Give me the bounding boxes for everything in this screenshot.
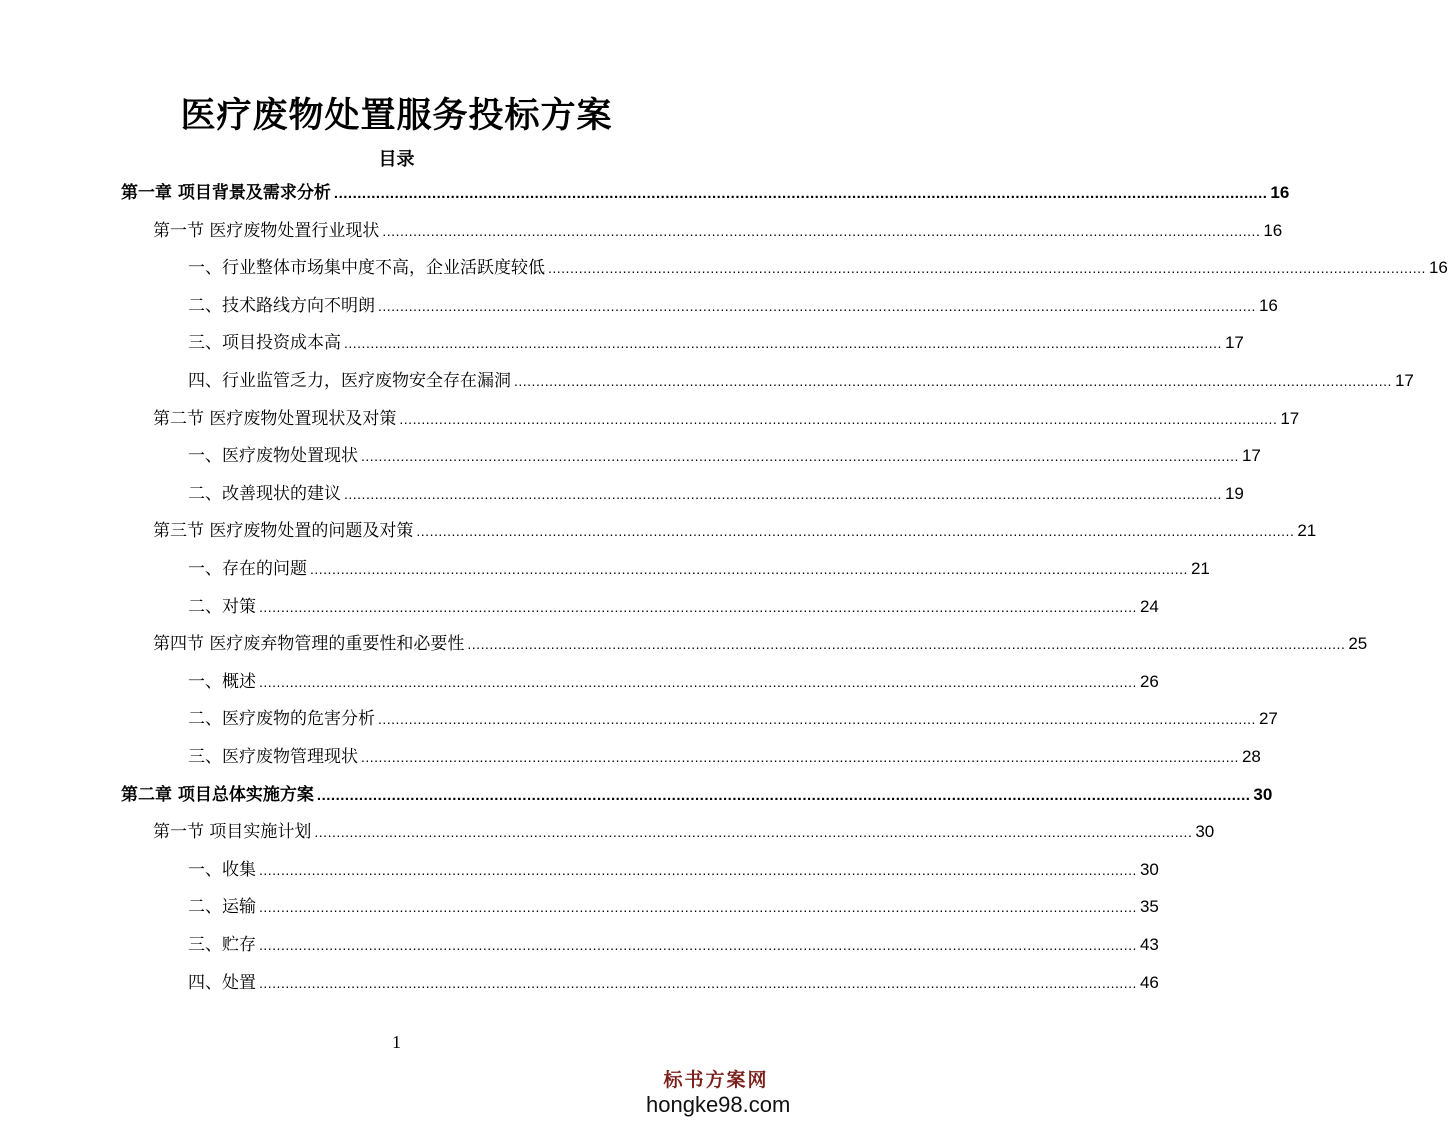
toc-entry[interactable] bbox=[188, 964, 1159, 1001]
toc-leader-dots: ........................................................................................................................................................................................................ bbox=[378, 297, 1256, 314]
toc-entry-label: 二、对策 bbox=[188, 596, 256, 617]
watermark-chinese-text: 标书方案网 bbox=[663, 1069, 769, 1091]
toc-entry[interactable] bbox=[153, 512, 1317, 549]
toc-leader-dots: ........................................................................................................................................................................................................ bbox=[361, 749, 1239, 765]
toc-leader-dots: ........................................................................................................................................................................................................ bbox=[259, 598, 1137, 615]
toc-entry-label: 第三节 医疗废物处置的问题及对策 bbox=[153, 521, 414, 542]
toc-entry-page-number: 16 bbox=[1258, 295, 1278, 315]
toc-entry-page-number: 46 bbox=[1139, 972, 1159, 992]
toc-entry[interactable] bbox=[188, 851, 1159, 888]
page-number: 1 bbox=[392, 1032, 401, 1052]
toc-entry-label: 三、项目投资成本高 bbox=[188, 333, 341, 354]
toc-leader-dots: ........................................................................................................................................................................................................ bbox=[259, 861, 1137, 878]
toc-leader-dots: ........................................................................................................................................................................................................ bbox=[382, 222, 1261, 239]
toc-entry-label: 第一节 医疗废物处置行业现状 bbox=[153, 220, 380, 241]
toc-entry[interactable] bbox=[153, 400, 1300, 437]
toc-leader-dots: ........................................................................................................................................................................................................ bbox=[314, 824, 1193, 841]
toc-entry-page-number: 16 bbox=[1263, 220, 1283, 240]
toc-leader-dots: ........................................................................................................................................................................................................ bbox=[399, 410, 1278, 427]
toc-entry-label: 一、行业整体市场集中度不高，企业活跃度较低 bbox=[188, 258, 545, 279]
toc-heading: 目录 bbox=[378, 149, 415, 170]
toc-entry-page-number: 27 bbox=[1258, 709, 1278, 729]
watermark-logo bbox=[646, 1068, 791, 1118]
toc-entry[interactable] bbox=[153, 212, 1283, 249]
toc-leader-dots: ........................................................................................................................................................................................................ bbox=[259, 899, 1137, 916]
toc-leader-dots: ........................................................................................................................................................................................................ bbox=[259, 974, 1137, 991]
toc-entry[interactable] bbox=[188, 888, 1159, 925]
toc-entry-label: 第四节 医疗废弃物管理的重要性和必要性 bbox=[153, 634, 465, 655]
toc-entry-label: 一、医疗废物处置现状 bbox=[188, 446, 358, 467]
toc-entry[interactable] bbox=[188, 663, 1159, 700]
toc-entry-page-number: 17 bbox=[1280, 408, 1300, 428]
toc-entry-page-number: 16 bbox=[1270, 183, 1290, 202]
toc-entry[interactable] bbox=[188, 926, 1159, 963]
toc-entry-label: 二、改善现状的建议 bbox=[188, 483, 341, 504]
toc-entry-label: 一、收集 bbox=[188, 859, 256, 880]
toc-entry[interactable] bbox=[188, 588, 1159, 625]
toc-entry-label: 四、处置 bbox=[188, 972, 256, 993]
toc-entry-page-number: 24 bbox=[1139, 596, 1159, 616]
toc-leader-dots: ........................................................................................................................................................................................................ bbox=[310, 561, 1188, 577]
toc-entry[interactable] bbox=[188, 437, 1261, 474]
toc-entry-page-number: 30 bbox=[1139, 859, 1159, 879]
toc-leader-dots: ........................................................................................................................................................................................................ bbox=[316, 786, 1251, 804]
toc-entry-page-number: 21 bbox=[1297, 521, 1317, 541]
toc-entry-label: 二、运输 bbox=[188, 897, 256, 918]
toc-entry-label: 二、医疗废物的危害分析 bbox=[188, 709, 375, 730]
toc-entry-page-number: 43 bbox=[1139, 935, 1159, 954]
toc-entry[interactable] bbox=[188, 287, 1278, 324]
toc-leader-dots: ........................................................................................................................................................................................................ bbox=[344, 485, 1222, 502]
toc-entry[interactable] bbox=[121, 174, 1290, 211]
toc-entry-label: 一、概述 bbox=[188, 671, 256, 692]
toc-entry-label: 三、医疗废物管理现状 bbox=[188, 747, 358, 767]
toc-entry-page-number: 21 bbox=[1190, 559, 1210, 578]
toc-entry-page-number: 25 bbox=[1348, 634, 1368, 654]
toc-entry-label: 二、技术路线方向不明朗 bbox=[188, 295, 375, 316]
toc-entry[interactable] bbox=[153, 625, 1368, 662]
toc-entry-page-number: 19 bbox=[1224, 483, 1244, 503]
toc-entry[interactable] bbox=[188, 550, 1210, 587]
toc-leader-dots: ........................................................................................................................................................................................................ bbox=[548, 260, 1426, 277]
document-title: 医疗废物处置服务投标方案 bbox=[180, 95, 613, 136]
toc-leader-dots: ........................................................................................................................................................................................................ bbox=[333, 185, 1268, 202]
toc-entry[interactable] bbox=[188, 738, 1261, 775]
toc-leader-dots: ........................................................................................................................................................................................................ bbox=[361, 448, 1239, 465]
watermark-domain-text: hongke98.com bbox=[646, 1092, 791, 1117]
toc-entry-page-number: 16 bbox=[1428, 258, 1448, 278]
toc-entry-label: 第一节 项目实施计划 bbox=[153, 822, 312, 843]
toc-entry[interactable] bbox=[188, 362, 1414, 399]
toc-entry[interactable] bbox=[121, 776, 1273, 813]
toc-entry-page-number: 30 bbox=[1195, 822, 1215, 842]
toc-entry-label: 第一章 项目背景及需求分析 bbox=[121, 183, 331, 203]
toc-leader-dots: ........................................................................................................................................................................................................ bbox=[259, 937, 1137, 953]
toc-entry-page-number: 17 bbox=[1224, 333, 1244, 353]
toc-leader-dots: ........................................................................................................................................................................................................ bbox=[259, 673, 1137, 690]
toc-entry[interactable] bbox=[188, 249, 1448, 286]
toc-entry[interactable] bbox=[188, 700, 1278, 737]
toc-leader-dots: ........................................................................................................................................................................................................ bbox=[467, 636, 1346, 653]
toc-entry-page-number: 26 bbox=[1139, 671, 1159, 691]
toc-entry-page-number: 30 bbox=[1253, 784, 1273, 804]
toc-leader-dots: ........................................................................................................................................................................................................ bbox=[344, 335, 1222, 352]
toc-entry-page-number: 28 bbox=[1241, 747, 1261, 766]
toc-entry-label: 第二节 医疗废物处置现状及对策 bbox=[153, 408, 397, 429]
toc-leader-dots: ........................................................................................................................................................................................................ bbox=[416, 523, 1295, 540]
toc-entry-label: 四、行业监管乏力，医疗废物安全存在漏洞 bbox=[188, 371, 511, 391]
toc-entry-page-number: 17 bbox=[1394, 371, 1414, 390]
toc-entry[interactable] bbox=[188, 324, 1244, 361]
toc-entry-page-number: 17 bbox=[1241, 446, 1261, 466]
toc-leader-dots: ........................................................................................................................................................................................................ bbox=[514, 373, 1392, 389]
toc-entry[interactable] bbox=[153, 813, 1215, 850]
toc-entry-label: 三、贮存 bbox=[188, 935, 256, 955]
toc-entry[interactable] bbox=[188, 475, 1244, 512]
toc-leader-dots: ........................................................................................................................................................................................................ bbox=[378, 711, 1256, 728]
toc-entry-label: 第二章 项目总体实施方案 bbox=[121, 784, 314, 805]
toc-entry-label: 一、存在的问题 bbox=[188, 559, 307, 579]
toc-entry-page-number: 35 bbox=[1139, 897, 1159, 917]
